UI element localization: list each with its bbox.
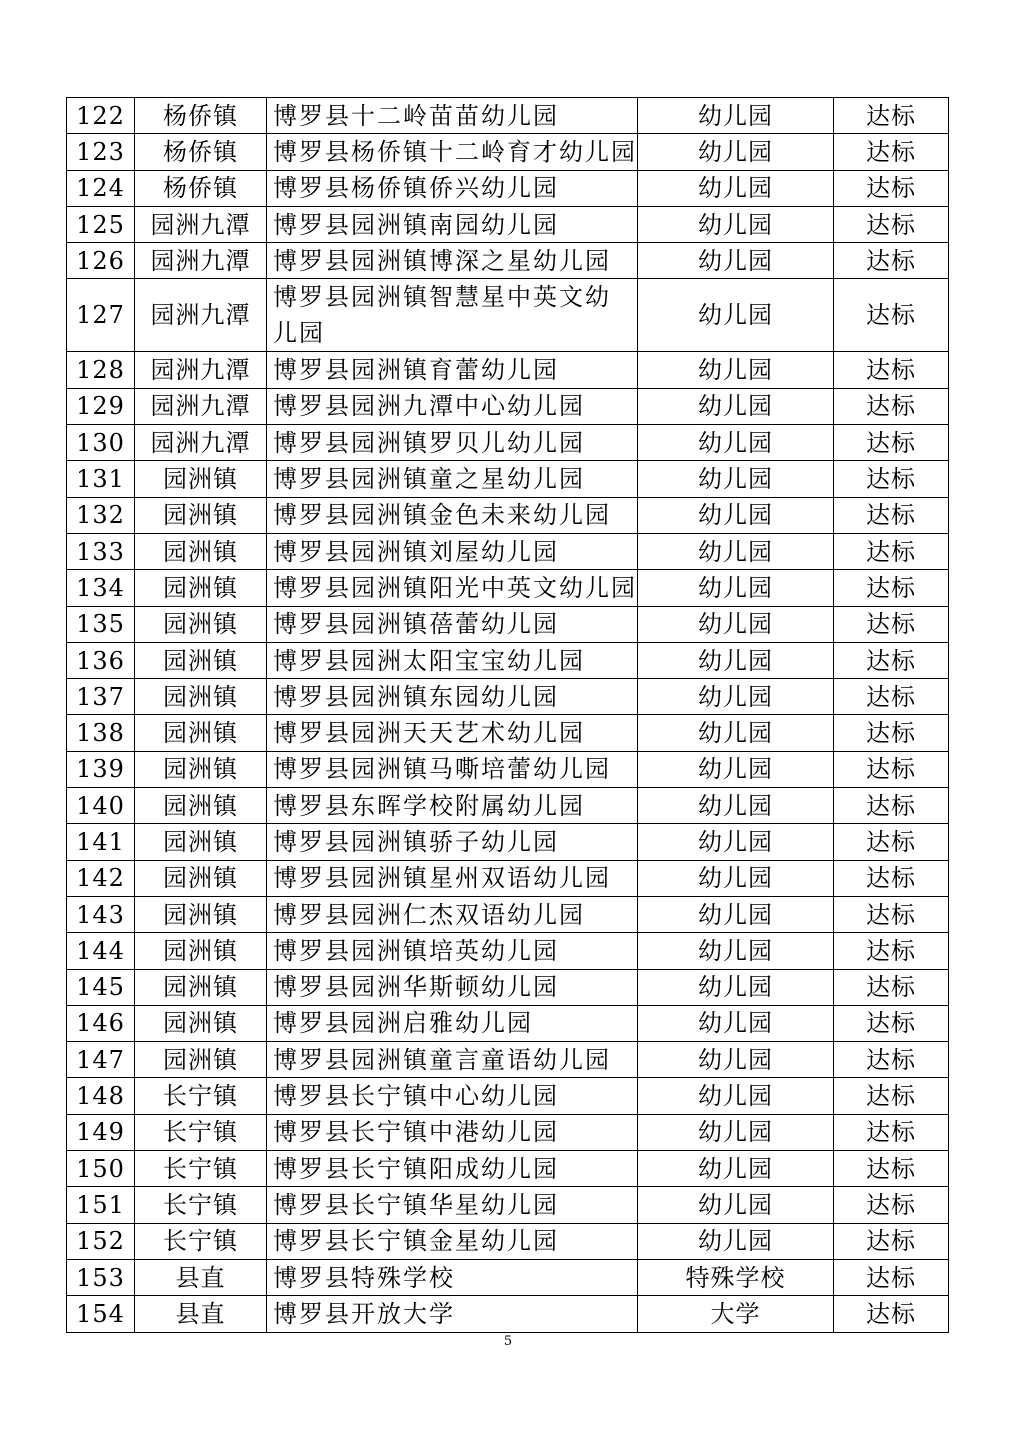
row-number: 138 bbox=[67, 715, 135, 751]
status-cell: 达标 bbox=[834, 1187, 949, 1223]
status-cell: 达标 bbox=[834, 1114, 949, 1150]
school-name-cell: 博罗县园洲镇东园幼儿园 bbox=[267, 679, 638, 715]
status-cell: 达标 bbox=[834, 1151, 949, 1187]
row-number: 148 bbox=[67, 1078, 135, 1114]
status-cell: 达标 bbox=[834, 1005, 949, 1041]
school-name-cell: 博罗县园洲镇蓓蕾幼儿园 bbox=[267, 606, 638, 642]
table-row bbox=[67, 679, 949, 715]
row-number: 153 bbox=[67, 1259, 135, 1295]
school-type-cell: 幼儿园 bbox=[638, 824, 834, 860]
town-cell: 园洲镇 bbox=[135, 824, 267, 860]
town-cell: 长宁镇 bbox=[135, 1187, 267, 1223]
row-number: 136 bbox=[67, 642, 135, 678]
town-cell: 园洲九潭 bbox=[135, 425, 267, 461]
status-cell: 达标 bbox=[834, 425, 949, 461]
town-cell: 园洲九潭 bbox=[135, 388, 267, 424]
status-cell: 达标 bbox=[834, 715, 949, 751]
school-name-cell: 博罗县园洲华斯顿幼儿园 bbox=[267, 969, 638, 1005]
school-type-cell: 幼儿园 bbox=[638, 1223, 834, 1259]
school-type-cell: 幼儿园 bbox=[638, 170, 834, 206]
table-row bbox=[67, 1151, 949, 1187]
row-number: 133 bbox=[67, 533, 135, 569]
status-cell: 达标 bbox=[834, 896, 949, 932]
status-cell: 达标 bbox=[834, 206, 949, 242]
school-name-cell: 博罗县园洲启雅幼儿园 bbox=[267, 1005, 638, 1041]
town-cell: 杨侨镇 bbox=[135, 98, 267, 134]
status-cell: 达标 bbox=[834, 679, 949, 715]
table-row bbox=[67, 642, 949, 678]
row-number: 143 bbox=[67, 896, 135, 932]
town-cell: 园洲镇 bbox=[135, 788, 267, 824]
status-cell: 达标 bbox=[834, 1296, 949, 1332]
row-number: 137 bbox=[67, 679, 135, 715]
status-cell: 达标 bbox=[834, 1223, 949, 1259]
town-cell: 园洲九潭 bbox=[135, 279, 267, 352]
row-number: 127 bbox=[67, 279, 135, 352]
row-number: 141 bbox=[67, 824, 135, 860]
table-row bbox=[67, 1114, 949, 1150]
town-cell: 园洲镇 bbox=[135, 497, 267, 533]
status-cell: 达标 bbox=[834, 533, 949, 569]
row-number: 131 bbox=[67, 461, 135, 497]
status-cell: 达标 bbox=[834, 279, 949, 352]
table-row bbox=[67, 788, 949, 824]
school-name-cell: 博罗县园洲镇育蕾幼儿园 bbox=[267, 352, 638, 388]
table-row bbox=[67, 425, 949, 461]
table-row bbox=[67, 243, 949, 279]
status-cell: 达标 bbox=[834, 642, 949, 678]
school-type-cell: 幼儿园 bbox=[638, 461, 834, 497]
row-number: 149 bbox=[67, 1114, 135, 1150]
table-row bbox=[67, 606, 949, 642]
town-cell: 园洲镇 bbox=[135, 1042, 267, 1078]
school-name-cell: 博罗县园洲镇阳光中英文幼儿园 bbox=[267, 570, 638, 606]
school-type-cell: 幼儿园 bbox=[638, 1187, 834, 1223]
school-type-cell: 幼儿园 bbox=[638, 243, 834, 279]
school-type-cell: 幼儿园 bbox=[638, 642, 834, 678]
row-number: 150 bbox=[67, 1151, 135, 1187]
status-cell: 达标 bbox=[834, 824, 949, 860]
row-number: 147 bbox=[67, 1042, 135, 1078]
town-cell: 园洲镇 bbox=[135, 715, 267, 751]
town-cell: 长宁镇 bbox=[135, 1114, 267, 1150]
status-cell: 达标 bbox=[834, 98, 949, 134]
school-name-cell: 博罗县特殊学校 bbox=[267, 1259, 638, 1295]
row-number: 129 bbox=[67, 388, 135, 424]
school-type-cell: 幼儿园 bbox=[638, 896, 834, 932]
school-name-cell: 博罗县十二岭苗苗幼儿园 bbox=[267, 98, 638, 134]
town-cell: 园洲镇 bbox=[135, 860, 267, 896]
status-cell: 达标 bbox=[834, 388, 949, 424]
table-row bbox=[67, 1005, 949, 1041]
school-type-cell: 幼儿园 bbox=[638, 933, 834, 969]
school-name-cell: 博罗县园洲九潭中心幼儿园 bbox=[267, 388, 638, 424]
row-number: 126 bbox=[67, 243, 135, 279]
table-row bbox=[67, 279, 949, 352]
table-row bbox=[67, 969, 949, 1005]
town-cell: 园洲镇 bbox=[135, 606, 267, 642]
row-number: 142 bbox=[67, 860, 135, 896]
school-name-cell: 博罗县园洲镇骄子幼儿园 bbox=[267, 824, 638, 860]
status-cell: 达标 bbox=[834, 1259, 949, 1295]
school-type-cell: 幼儿园 bbox=[638, 679, 834, 715]
table-row bbox=[67, 388, 949, 424]
town-cell: 园洲九潭 bbox=[135, 243, 267, 279]
school-name-cell: 博罗县园洲镇刘屋幼儿园 bbox=[267, 533, 638, 569]
town-cell: 长宁镇 bbox=[135, 1151, 267, 1187]
table-row bbox=[67, 1259, 949, 1295]
town-cell: 长宁镇 bbox=[135, 1223, 267, 1259]
school-type-cell: 幼儿园 bbox=[638, 570, 834, 606]
school-type-cell: 幼儿园 bbox=[638, 533, 834, 569]
school-name-cell: 博罗县园洲天天艺术幼儿园 bbox=[267, 715, 638, 751]
school-type-cell: 幼儿园 bbox=[638, 352, 834, 388]
town-cell: 长宁镇 bbox=[135, 1078, 267, 1114]
row-number: 140 bbox=[67, 788, 135, 824]
table-row bbox=[67, 896, 949, 932]
table-row bbox=[67, 170, 949, 206]
town-cell: 杨侨镇 bbox=[135, 170, 267, 206]
town-cell: 园洲九潭 bbox=[135, 352, 267, 388]
status-cell: 达标 bbox=[834, 570, 949, 606]
school-type-cell: 幼儿园 bbox=[638, 1005, 834, 1041]
school-type-cell: 幼儿园 bbox=[638, 606, 834, 642]
school-name-cell: 博罗县长宁镇中港幼儿园 bbox=[267, 1114, 638, 1150]
row-number: 144 bbox=[67, 933, 135, 969]
school-type-cell: 幼儿园 bbox=[638, 1151, 834, 1187]
row-number: 124 bbox=[67, 170, 135, 206]
table-row bbox=[67, 134, 949, 170]
status-cell: 达标 bbox=[834, 860, 949, 896]
status-cell: 达标 bbox=[834, 170, 949, 206]
status-cell: 达标 bbox=[834, 969, 949, 1005]
row-number: 130 bbox=[67, 425, 135, 461]
school-type-cell: 幼儿园 bbox=[638, 788, 834, 824]
town-cell: 县直 bbox=[135, 1259, 267, 1295]
page-number: 5 bbox=[503, 1334, 513, 1349]
table-row bbox=[67, 1187, 949, 1223]
table-row bbox=[67, 352, 949, 388]
row-number: 154 bbox=[67, 1296, 135, 1332]
status-cell: 达标 bbox=[834, 243, 949, 279]
school-type-cell: 幼儿园 bbox=[638, 134, 834, 170]
school-name-cell: 博罗县杨侨镇侨兴幼儿园 bbox=[267, 170, 638, 206]
school-name-cell: 博罗县长宁镇阳成幼儿园 bbox=[267, 1151, 638, 1187]
town-cell: 县直 bbox=[135, 1296, 267, 1332]
status-cell: 达标 bbox=[834, 933, 949, 969]
school-name-cell: 博罗县园洲镇博深之星幼儿园 bbox=[267, 243, 638, 279]
row-number: 139 bbox=[67, 751, 135, 787]
table-row bbox=[67, 1078, 949, 1114]
school-name-cell: 博罗县长宁镇中心幼儿园 bbox=[267, 1078, 638, 1114]
table-row bbox=[67, 206, 949, 242]
table-row bbox=[67, 461, 949, 497]
school-type-cell: 幼儿园 bbox=[638, 497, 834, 533]
table-row bbox=[67, 497, 949, 533]
table-row bbox=[67, 933, 949, 969]
school-name-cell: 博罗县园洲镇罗贝儿幼儿园 bbox=[267, 425, 638, 461]
school-name-cell: 博罗县杨侨镇十二岭育才幼儿园 bbox=[267, 134, 638, 170]
status-cell: 达标 bbox=[834, 606, 949, 642]
school-name-cell: 博罗县东晖学校附属幼儿园 bbox=[267, 788, 638, 824]
status-cell: 达标 bbox=[834, 497, 949, 533]
table-row bbox=[67, 1223, 949, 1259]
table-row bbox=[67, 533, 949, 569]
status-cell: 达标 bbox=[834, 461, 949, 497]
school-type-cell: 幼儿园 bbox=[638, 1042, 834, 1078]
row-number: 135 bbox=[67, 606, 135, 642]
school-name-cell: 博罗县园洲镇培英幼儿园 bbox=[267, 933, 638, 969]
town-cell: 园洲镇 bbox=[135, 751, 267, 787]
school-name-cell: 博罗县园洲镇南园幼儿园 bbox=[267, 206, 638, 242]
school-name-cell: 博罗县开放大学 bbox=[267, 1296, 638, 1332]
school-name-cell: 博罗县园洲镇童言童语幼儿园 bbox=[267, 1042, 638, 1078]
town-cell: 园洲镇 bbox=[135, 969, 267, 1005]
table-row bbox=[67, 715, 949, 751]
town-cell: 杨侨镇 bbox=[135, 134, 267, 170]
status-cell: 达标 bbox=[834, 751, 949, 787]
school-type-cell: 大学 bbox=[638, 1296, 834, 1332]
school-type-cell: 幼儿园 bbox=[638, 279, 834, 352]
table-row bbox=[67, 570, 949, 606]
school-name-cell: 博罗县园洲镇童之星幼儿园 bbox=[267, 461, 638, 497]
town-cell: 园洲镇 bbox=[135, 896, 267, 932]
school-name-cell: 博罗县园洲太阳宝宝幼儿园 bbox=[267, 642, 638, 678]
town-cell: 园洲镇 bbox=[135, 679, 267, 715]
status-cell: 达标 bbox=[834, 352, 949, 388]
table-row bbox=[67, 1296, 949, 1332]
row-number: 128 bbox=[67, 352, 135, 388]
row-number: 134 bbox=[67, 570, 135, 606]
school-type-cell: 幼儿园 bbox=[638, 860, 834, 896]
school-name-cell: 博罗县园洲镇星州双语幼儿园 bbox=[267, 860, 638, 896]
row-number: 145 bbox=[67, 969, 135, 1005]
school-type-cell: 特殊学校 bbox=[638, 1259, 834, 1295]
school-type-cell: 幼儿园 bbox=[638, 715, 834, 751]
table-row bbox=[67, 1042, 949, 1078]
status-cell: 达标 bbox=[834, 788, 949, 824]
school-type-cell: 幼儿园 bbox=[638, 206, 834, 242]
school-name-cell: 博罗县园洲镇智慧星中英文幼儿园 bbox=[267, 279, 638, 352]
town-cell: 园洲镇 bbox=[135, 642, 267, 678]
school-name-cell: 博罗县长宁镇金星幼儿园 bbox=[267, 1223, 638, 1259]
town-cell: 园洲镇 bbox=[135, 933, 267, 969]
school-name-cell: 博罗县园洲镇金色未来幼儿园 bbox=[267, 497, 638, 533]
school-type-cell: 幼儿园 bbox=[638, 425, 834, 461]
school-name-cell: 博罗县园洲镇马嘶培蕾幼儿园 bbox=[267, 751, 638, 787]
row-number: 125 bbox=[67, 206, 135, 242]
school-type-cell: 幼儿园 bbox=[638, 751, 834, 787]
row-number: 152 bbox=[67, 1223, 135, 1259]
town-cell: 园洲九潭 bbox=[135, 206, 267, 242]
row-number: 123 bbox=[67, 134, 135, 170]
table-row bbox=[67, 860, 949, 896]
table-row bbox=[67, 751, 949, 787]
school-name-cell: 博罗县长宁镇华星幼儿园 bbox=[267, 1187, 638, 1223]
school-type-cell: 幼儿园 bbox=[638, 1114, 834, 1150]
schools-table bbox=[66, 97, 949, 1333]
town-cell: 园洲镇 bbox=[135, 1005, 267, 1041]
table-row bbox=[67, 824, 949, 860]
status-cell: 达标 bbox=[834, 1042, 949, 1078]
school-type-cell: 幼儿园 bbox=[638, 1078, 834, 1114]
table-row bbox=[67, 98, 949, 134]
table-body bbox=[67, 98, 949, 1333]
town-cell: 园洲镇 bbox=[135, 533, 267, 569]
school-type-cell: 幼儿园 bbox=[638, 969, 834, 1005]
row-number: 146 bbox=[67, 1005, 135, 1041]
school-type-cell: 幼儿园 bbox=[638, 388, 834, 424]
town-cell: 园洲镇 bbox=[135, 570, 267, 606]
row-number: 132 bbox=[67, 497, 135, 533]
row-number: 122 bbox=[67, 98, 135, 134]
status-cell: 达标 bbox=[834, 1078, 949, 1114]
school-type-cell: 幼儿园 bbox=[638, 98, 834, 134]
school-name-cell: 博罗县园洲仁杰双语幼儿园 bbox=[267, 896, 638, 932]
status-cell: 达标 bbox=[834, 134, 949, 170]
town-cell: 园洲镇 bbox=[135, 461, 267, 497]
row-number: 151 bbox=[67, 1187, 135, 1223]
